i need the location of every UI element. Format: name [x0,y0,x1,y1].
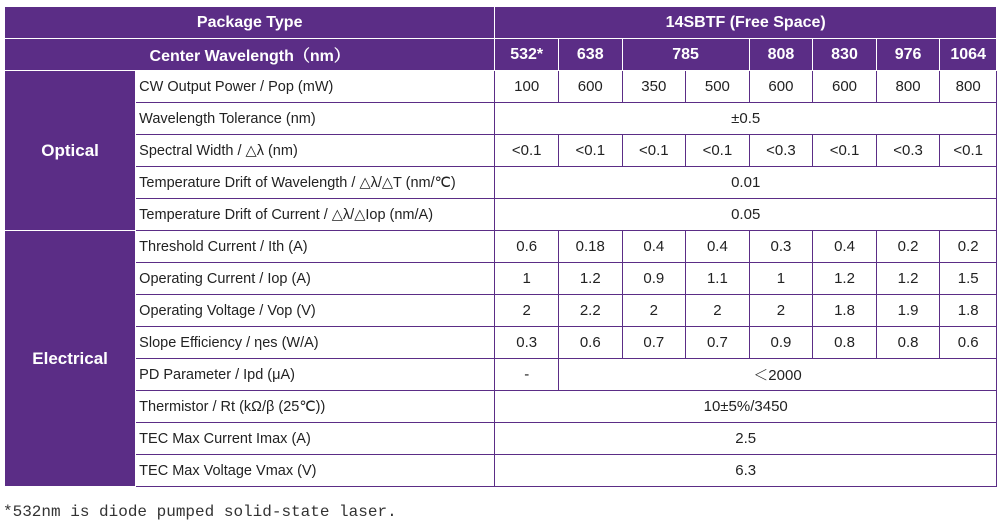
cell-value: 0.7 [622,327,686,359]
cell-value: 2 [622,295,686,327]
cell-value: 0.3 [495,327,559,359]
cell-value: 600 [749,71,813,103]
param-label: Operating Voltage / Vop (V) [136,295,495,327]
row-wavelength-tolerance [5,103,997,135]
cell-value: 0.8 [813,327,877,359]
cell-value: 0.4 [813,231,877,263]
row-tec-max-voltage [5,455,997,487]
wavelength-976: 976 [876,39,940,71]
cell-value: 1.5 [940,263,997,295]
cell-value: 0.18 [558,231,622,263]
cell-value: 800 [940,71,997,103]
cell-value: 0.8 [876,327,940,359]
param-label: Spectral Width / △λ (nm) [136,135,495,167]
cell-value: <0.1 [813,135,877,167]
row-threshold-current [5,231,997,263]
cell-value: 2 [495,295,559,327]
center-wavelength-label: Center Wavelength（nm） [5,39,495,71]
param-label: Temperature Drift of Wavelength / △λ/△T (nm/℃) [136,167,495,199]
group-optical: Optical [5,71,136,231]
param-label: Operating Current / Iop (A) [136,263,495,295]
cell-value: <0.3 [749,135,813,167]
wavelength-785: 785 [622,39,749,71]
cell-value: 600 [813,71,877,103]
cell-value: 0.9 [749,327,813,359]
cell-value: 0.2 [940,231,997,263]
cell-value-merged: ±0.5 [495,103,997,135]
param-label: PD Parameter / Ipd (μA) [136,359,495,391]
param-label: Slope Efficiency / ηes (W/A) [136,327,495,359]
param-label: Wavelength Tolerance (nm) [136,103,495,135]
cell-value-merged: 0.05 [495,199,997,231]
param-label: CW Output Power / Pop (mW) [136,71,495,103]
cell-value: 0.9 [622,263,686,295]
cell-value: 350 [622,71,686,103]
cell-value: - [495,359,559,391]
cell-value: <0.1 [940,135,997,167]
row-temp-drift-wavelength [5,167,997,199]
wavelength-808: 808 [749,39,813,71]
param-label: TEC Max Voltage Vmax (V) [136,455,495,487]
header-row-package [5,7,997,39]
laser-spec-table [4,6,997,487]
cell-value: 1.2 [813,263,877,295]
row-thermistor [5,391,997,423]
wavelength-532: 532* [495,39,559,71]
cell-value: 600 [558,71,622,103]
cell-value: 0.7 [686,327,750,359]
cell-value: 0.4 [686,231,750,263]
param-label: Temperature Drift of Current / △λ/△Iop (nm/A) [136,199,495,231]
cell-value: 0.6 [940,327,997,359]
cell-value-merged: 0.01 [495,167,997,199]
cell-value: <0.1 [495,135,559,167]
row-operating-current [5,263,997,295]
cell-value: 2 [749,295,813,327]
wavelength-1064: 1064 [940,39,997,71]
row-operating-voltage [5,295,997,327]
row-cw-power [5,71,997,103]
cell-value: 1.1 [686,263,750,295]
cell-value: <0.3 [876,135,940,167]
cell-value-merged: ＜2000 [558,359,996,391]
param-label: Threshold Current / Ith (A) [136,231,495,263]
cell-value: 1 [749,263,813,295]
footnote: *532nm is diode pumped solid-state laser. [3,503,397,521]
cell-value: 1.2 [558,263,622,295]
cell-value: 800 [876,71,940,103]
cell-value: 1.8 [940,295,997,327]
row-slope-efficiency [5,327,997,359]
cell-value: 0.6 [495,231,559,263]
group-electrical: Electrical [5,231,136,487]
row-tec-max-current [5,423,997,455]
cell-value: 0.3 [749,231,813,263]
header-row-wavelength [5,39,997,71]
package-type-value: 14SBTF (Free Space) [495,7,997,39]
cell-value: <0.1 [686,135,750,167]
cell-value: 100 [495,71,559,103]
cell-value: 500 [686,71,750,103]
cell-value: 0.4 [622,231,686,263]
cell-value: 1 [495,263,559,295]
cell-value: <0.1 [558,135,622,167]
cell-value-merged: 10±5%/3450 [495,391,997,423]
row-temp-drift-current [5,199,997,231]
cell-value: 0.2 [876,231,940,263]
cell-value: 1.9 [876,295,940,327]
cell-value: 2 [686,295,750,327]
package-type-label: Package Type [5,7,495,39]
cell-value: 0.6 [558,327,622,359]
wavelength-638: 638 [558,39,622,71]
cell-value: 2.2 [558,295,622,327]
cell-value: 1.8 [813,295,877,327]
wavelength-830: 830 [813,39,877,71]
cell-value: <0.1 [622,135,686,167]
cell-value: 1.2 [876,263,940,295]
row-pd-parameter [5,359,997,391]
cell-value-merged: 2.5 [495,423,997,455]
row-spectral-width [5,135,997,167]
param-label: Thermistor / Rt (kΩ/β (25℃)) [136,391,495,423]
cell-value-merged: 6.3 [495,455,997,487]
param-label: TEC Max Current Imax (A) [136,423,495,455]
